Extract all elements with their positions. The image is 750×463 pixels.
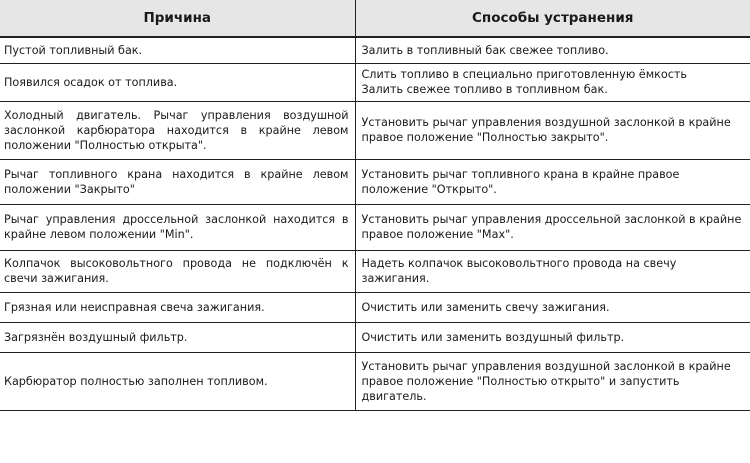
cause-cell: Колпачок высоковольтного провода не подключён к свечи зажигания.	[0, 250, 355, 292]
remedy-line: Залить свежее топливо в топливном бак.	[361, 83, 608, 96]
table-header-row	[0, 0, 750, 37]
cause-cell: Рычаг управления дроссельной заслонкой находится в крайне левом положении "Min".	[0, 204, 355, 250]
remedy-line: Надеть колпачок высоковольтного провода на свечу зажигания.	[361, 257, 677, 285]
cause-cell: Грязная или неисправная свеча зажигания.	[0, 292, 355, 322]
remedy-cell	[355, 204, 750, 250]
cause-cell: Карбюратор полностью заполнен топливом.	[0, 352, 355, 410]
cause-cell: Загрязнён воздушный фильтр.	[0, 322, 355, 352]
cause-cell: Пустой топливный бак.	[0, 37, 355, 63]
table-row	[0, 101, 750, 159]
remedy-line: Очистить или заменить свечу зажигания.	[361, 300, 610, 314]
remedy-line: Установить рычаг управления дроссельной заслонкой в крайне правое положение "Max".	[361, 213, 742, 241]
cause-cell: Холодный двигатель. Рычаг управления воздушной заслонкой карбюратора находится в крайне левом положении "Полностью открыта".	[0, 101, 355, 159]
cause-cell: Рычаг топливного крана находится в крайне левом положении "Закрыто"	[0, 159, 355, 204]
remedy-line: Установить рычаг топливного крана в крайне правое положение "Открыто".	[361, 167, 680, 196]
remedy-cell	[355, 352, 750, 410]
header-remedy: Способы устранения	[355, 0, 750, 37]
table-row	[0, 37, 750, 63]
remedy-cell	[355, 159, 750, 204]
remedy-line: Установить рычаг управления воздушной заслонкой в крайне правое положение "Полностью закрыто".	[361, 116, 731, 144]
table-row	[0, 159, 750, 204]
remedy-line: Слить топливо в специально приготовленную ёмкость	[361, 68, 687, 81]
remedy-line: Очистить или заменить воздушный фильтр.	[361, 330, 625, 344]
cause-cell: Появился осадок от топлива.	[0, 63, 355, 101]
remedy-cell	[355, 63, 750, 101]
remedy-cell	[355, 101, 750, 159]
remedy-cell	[355, 37, 750, 63]
table-row	[0, 63, 750, 101]
remedy-cell	[355, 250, 750, 292]
remedy-cell	[355, 292, 750, 322]
table-row	[0, 204, 750, 250]
header-cause: Причина	[0, 0, 355, 37]
table-row	[0, 250, 750, 292]
table-row	[0, 352, 750, 410]
table-row	[0, 322, 750, 352]
table-row	[0, 292, 750, 322]
remedy-cell	[355, 322, 750, 352]
remedy-line: Установить рычаг управления воздушной заслонкой в крайне правое положение "Полностью открыто" и запустить двигатель.	[361, 359, 731, 403]
remedy-line: Залить в топливный бак свежее топливо.	[361, 43, 609, 57]
